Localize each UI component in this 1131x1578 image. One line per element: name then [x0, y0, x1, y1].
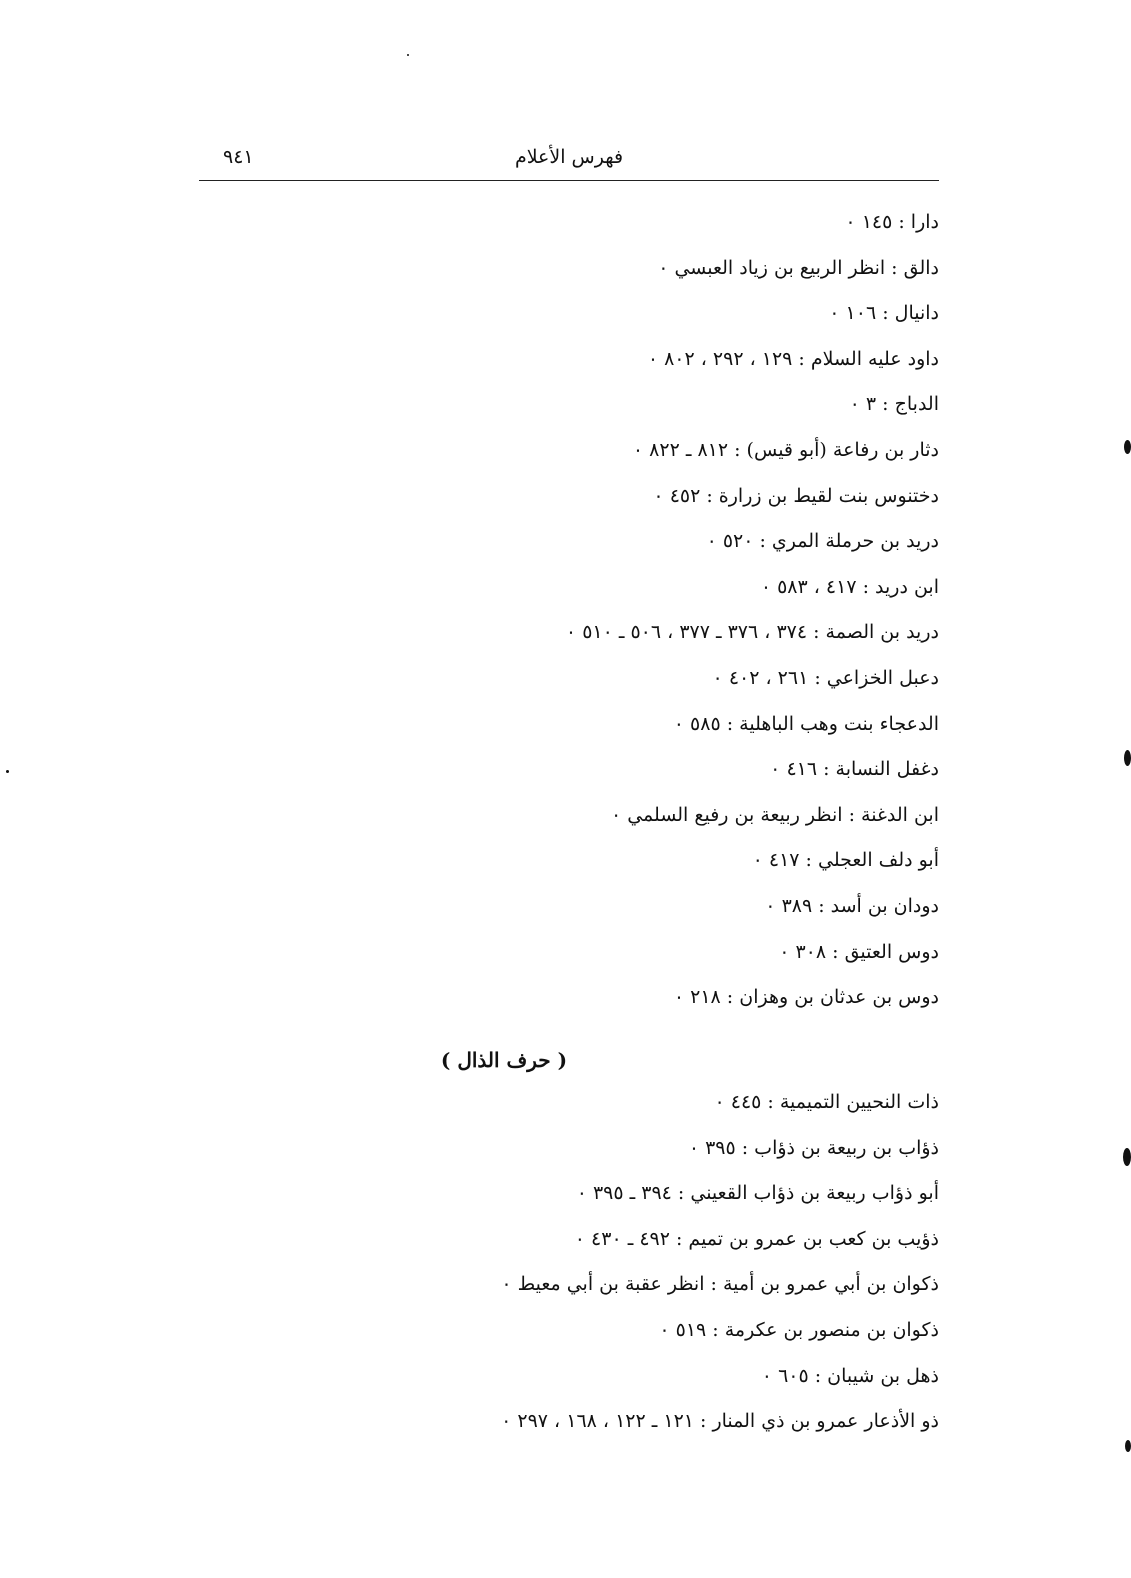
index-entry: أبو ذؤاب ربيعة بن ذؤاب القعيني : ٣٩٤ ـ ٣٩٥ ٠	[576, 1182, 939, 1205]
index-entry: دريد بن حرملة المري : ٥٢٠ ٠	[706, 530, 939, 553]
running-title: فهرس الأعلام	[514, 146, 624, 168]
index-entries-dal	[179, 200, 939, 1083]
index-entry: دختنوس بنت لقيط بن زرارة : ٤٥٢ ٠	[653, 484, 939, 507]
scan-speck	[1124, 440, 1131, 454]
index-entry: الدباج : ٣ ٠	[849, 393, 939, 416]
index-entry: ابن الدغنة : انظر ربيعة بن رفيع السلمي ٠	[610, 803, 939, 826]
scan-speck	[6, 770, 9, 773]
index-entry: ذات النحيين التميمية : ٤٤٥ ٠	[714, 1091, 939, 1113]
page-number: ٩٤١	[223, 146, 254, 168]
index-entry: ذؤاب بن ربيعة بن ذؤاب : ٣٩٥ ٠	[688, 1136, 939, 1159]
section-heading: ( حرف الذال )	[440, 1047, 568, 1072]
index-entry: دوس العتيق : ٣٠٨ ٠	[779, 940, 939, 963]
scan-speck	[1124, 750, 1131, 766]
index-entry: دانيال : ١٠٦ ٠	[829, 302, 939, 325]
index-entry: ذو الأذعار عمرو بن ذي المنار : ١٢١ ـ ١٢٢ ، ١٦٨ ، ٢٩٧ ٠	[501, 1410, 939, 1433]
index-entry: دالق : انظر الربيع بن زياد العبسي ٠	[658, 256, 939, 279]
index-entry: دارا : ١٤٥ ٠	[845, 211, 939, 233]
index-entries-dhal	[119, 1080, 939, 1445]
index-entry: أبو دلف العجلي : ٤١٧ ٠	[752, 849, 939, 872]
index-entry: ذؤيب بن كعب بن عمرو بن تميم : ٤٩٢ ـ ٤٣٠ ٠	[574, 1227, 939, 1250]
index-entry: ذهل بن شيبان : ٦٠٥ ٠	[761, 1364, 939, 1387]
index-entry: داود عليه السلام : ١٢٩ ، ٢٩٢ ، ٨٠٢ ٠	[647, 347, 939, 370]
scan-speck	[1123, 1148, 1131, 1166]
index-entry: الدعجاء بنت وهب الباهلية : ٥٨٥ ٠	[673, 712, 939, 735]
index-entry: دوس بن عدثان بن وهزان : ٢١٨ ٠	[673, 986, 939, 1009]
index-entry: دثار بن رفاعة (أبو قيس) : ٨١٢ ـ ٨٢٢ ٠	[632, 438, 939, 461]
index-entry: دريد بن الصمة : ٣٧٤ ، ٣٧٦ ـ ٣٧٧ ، ٥٠٦ ـ ٥١٠ ٠	[565, 621, 939, 644]
index-entry: ذكوان بن أبي عمرو بن أمية : انظر عقبة بن أبي معيط ٠	[501, 1273, 939, 1296]
index-entry: دودان بن أسد : ٣٨٩ ٠	[765, 894, 939, 917]
page-header	[199, 140, 939, 181]
index-entry: ذكوان بن منصور بن عكرمة : ٥١٩ ٠	[659, 1318, 939, 1341]
index-entry: دغفل النسابة : ٤١٦ ٠	[770, 758, 939, 781]
index-entry: ابن دريد : ٤١٧ ، ٥٨٣ ٠	[760, 575, 939, 598]
scan-speck	[407, 54, 409, 56]
index-entry: دعبل الخزاعي : ٢٦١ ، ٤٠٢ ٠	[712, 666, 939, 689]
scan-speck	[1125, 1440, 1131, 1452]
